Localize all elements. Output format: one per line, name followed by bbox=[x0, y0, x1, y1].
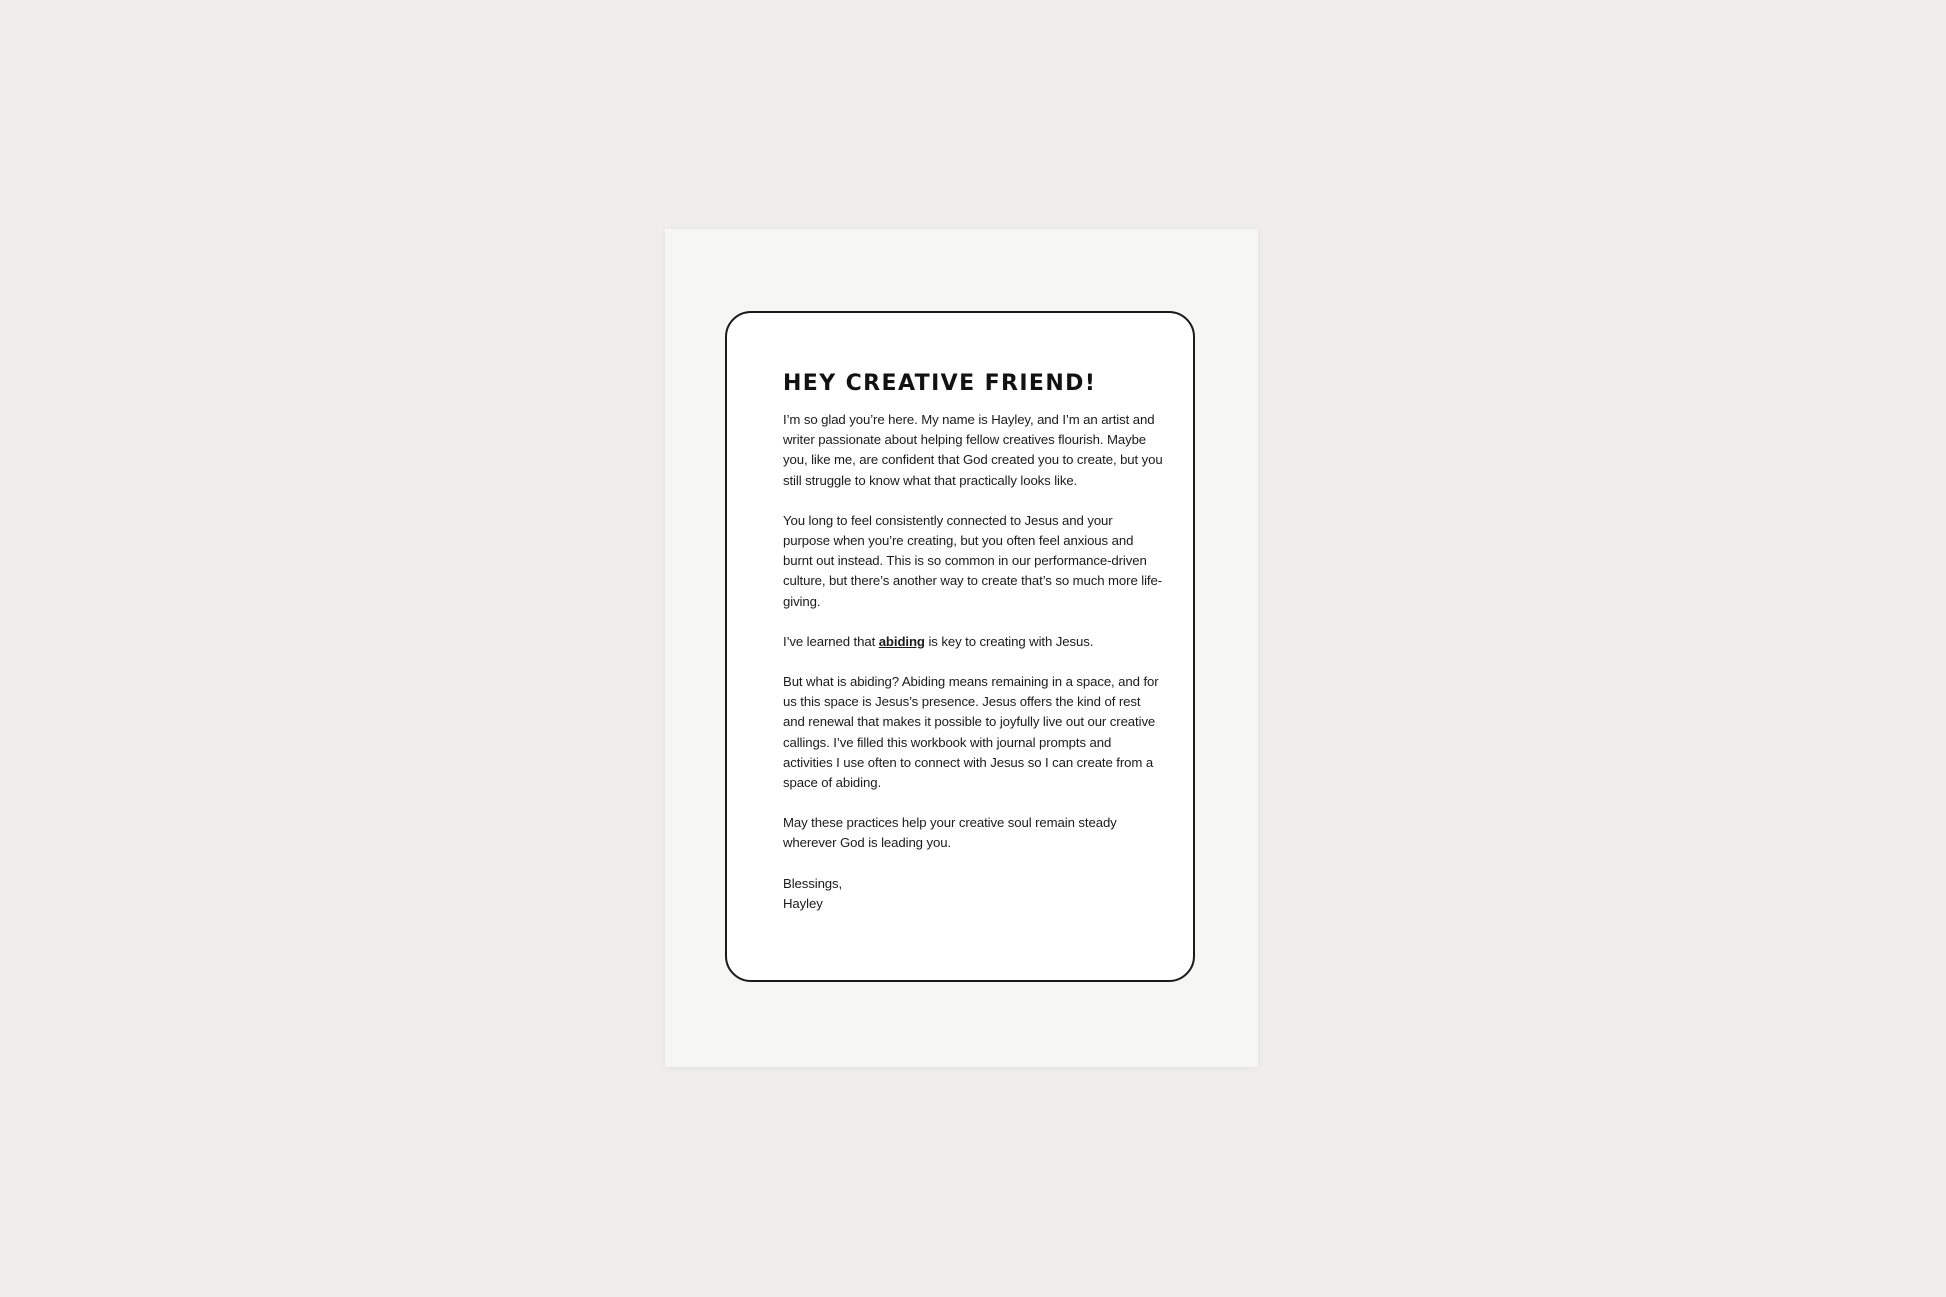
abiding-statement bbox=[783, 632, 1163, 652]
longing-paragraph: You long to feel consistently connected to Jesus and your purpose when you’re creating, but you often feel anxious and burnt out instead. This is so common in our performance-driven culture, but there’s another way to create that’s so much more life-giving. bbox=[783, 512, 1163, 609]
intro-paragraph: I’m so glad you’re here. My name is Hayley, and I’m an artist and writer passionate about helping fellow creatives flourish. Maybe you, like me, are confident that God created you to create, but you still struggle to know what that practically looks like. bbox=[783, 412, 1163, 488]
letter-content bbox=[783, 371, 1163, 914]
signature-text: Hayley bbox=[783, 895, 823, 911]
letter-title: HEY CREATIVE FRIEND! bbox=[783, 371, 1097, 396]
document-page bbox=[665, 229, 1258, 1067]
blessing-paragraph: May these practices help your creative soul remain steady wherever God is leading you. bbox=[783, 815, 1117, 851]
abiding-statement-end: is key to creating with Jesus. bbox=[924, 633, 1094, 649]
sign-off bbox=[783, 874, 1163, 914]
letter-card bbox=[725, 311, 1195, 982]
closing-text: Blessings, bbox=[783, 875, 843, 891]
abiding-explanation-paragraph: But what is abiding? Abiding means remaining in a space, and for us this space is Jesus’s presence. Jesus offers the kind of rest and renewal that makes it possible to joyfully live out our creative callings. I’ve filled this workbook with journal prompts and activities I use often to connect with Jesus so I can create from a space of abiding. bbox=[783, 674, 1159, 791]
abiding-keyword: abiding bbox=[878, 633, 925, 649]
abiding-statement-start: I’ve learned that bbox=[783, 633, 879, 649]
